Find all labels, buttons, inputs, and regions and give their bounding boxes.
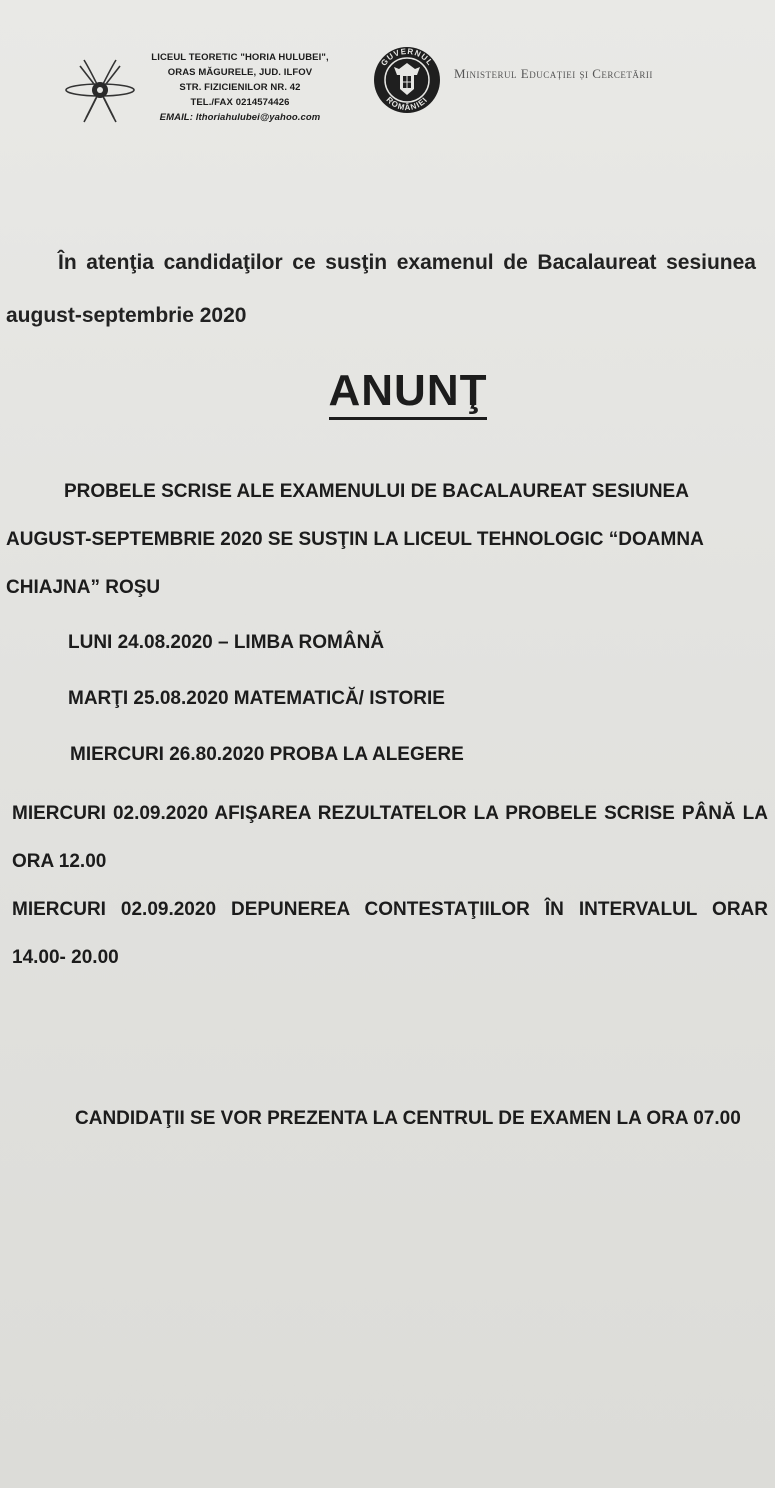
school-city: ORAS MĂGURELE, JUD. ILFOV xyxy=(167,67,313,78)
schedule-item-monday: LUNI 24.08.2020 – LIMBA ROMÂNĂ xyxy=(68,632,385,653)
school-email: EMAIL: lthoriahulubei@yahoo.com xyxy=(159,112,321,123)
school-phone: TEL./FAX 0214574426 xyxy=(190,97,290,108)
school-contact-block xyxy=(140,50,340,125)
school-name: LICEUL TEORETIC "HORIA HULUBEI", xyxy=(151,52,329,63)
notice-title-text: ANUNŢ xyxy=(329,366,488,420)
exam-location-text: PROBELE SCRISE ALE EXAMENULUI DE BACALAUREAT SESIUNEA AUGUST-SEPTEMBRIE 2020 SE SUSŢIN LA LICEUL TEHNOLOGIC “DOAMNA CHIAJNA” ROŞU xyxy=(6,481,704,598)
notice-title xyxy=(0,366,775,416)
appeals-announcement: MIERCURI 02.09.2020 DEPUNEREA CONTESTAŢIILOR ÎN INTERVALUL ORAR 14.00- 20.00 xyxy=(12,899,768,968)
seal-bottom-text: ROMÂNIEI xyxy=(384,95,430,113)
government-seal-icon xyxy=(372,45,442,115)
ministry-name: Ministerul Educației și Cercetării xyxy=(454,66,653,81)
results-announcement: MIERCURI 02.09.2020 AFIŞAREA REZULTATELOR LA PROBELE SCRISE PÂNĂ LA ORA 12.00 xyxy=(12,803,768,872)
schedule-item-tuesday: MARŢI 25.08.2020 MATEMATICĂ/ ISTORIE xyxy=(68,688,445,709)
school-street: STR. FIZICIENILOR NR. 42 xyxy=(179,82,301,93)
seal-top-text: GUVERNUL xyxy=(379,46,435,68)
schedule-item-wednesday: MIERCURI 26.80.2020 PROBA LA ALEGERE xyxy=(70,744,464,765)
school-logo-icon xyxy=(64,56,136,124)
arrival-time-notice: CANDIDAŢII SE VOR PREZENTA LA CENTRUL DE EXAMEN LA ORA 07.00 xyxy=(75,1108,741,1129)
intro-text: În atenţia candidaţilor ce susţin examenul de Bacalaureat sesiunea august-septembrie 2020 xyxy=(6,251,756,327)
